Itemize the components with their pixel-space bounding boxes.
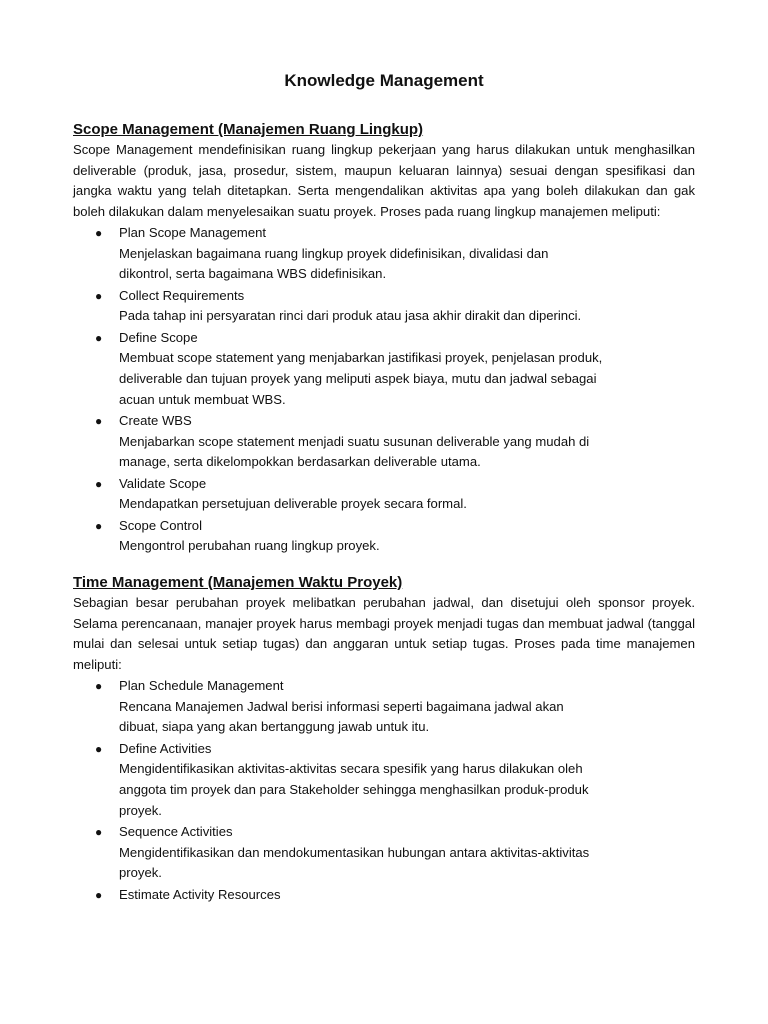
item-description: Mengontrol perubahan ruang lingkup proyek. <box>119 538 380 554</box>
section-intro: Scope Management mendefinisikan ruang lingkup pekerjaan yang harus dilakukan untuk menghasilkan deliverable (produk, jasa, prosedur, sistem, maupun keluaran lainnya) sesuai dengan spesifikasi dan jangka waktu yang telah ditetapkan. Serta mengendalikan aktivitas apa yang boleh dilakukan dan gak boleh dilakukan dalam menyelesaikan suatu proyek. Proses pada ruang lingkup manajemen meliputi: <box>73 142 695 220</box>
bullet-icon: ● <box>95 887 103 902</box>
list-item <box>95 739 695 822</box>
list-item <box>95 822 695 884</box>
list-item <box>95 411 695 473</box>
list-item <box>95 328 695 411</box>
list-item <box>95 885 695 906</box>
item-title: Define Scope <box>119 329 198 345</box>
item-description: Mengidentifikasikan dan mendokumentasikan hubungan antara aktivitas-aktivitas proyek. <box>119 844 590 881</box>
bullet-icon: ● <box>95 225 103 240</box>
item-description: Menjelaskan bagaimana ruang lingkup proyek didefinisikan, divalidasi dan dikontrol, serta bagaimana WBS didefinisikan. <box>119 245 549 282</box>
item-title: Plan Scope Management <box>119 224 267 240</box>
item-title: Estimate Activity Resources <box>119 886 281 902</box>
document-title: Knowledge Management <box>284 71 484 90</box>
bullet-icon: ● <box>95 330 103 345</box>
item-title: Collect Requirements <box>119 287 245 303</box>
item-description: Pada tahap ini persyaratan rinci dari produk atau jasa akhir dirakit dan diperinci. <box>119 308 582 324</box>
item-title: Sequence Activities <box>119 823 233 839</box>
bullet-icon: ● <box>95 678 103 693</box>
bullet-icon: ● <box>95 518 103 533</box>
bullet-icon: ● <box>95 413 103 428</box>
bullet-icon: ● <box>95 741 103 756</box>
item-description: Membuat scope statement yang menjabarkan jastifikasi proyek, penjelasan produk, deliverable dan tujuan proyek yang meliputi aspek biaya, mutu dan jadwal sebagai acuan untuk membuat WBS. <box>119 350 603 407</box>
item-description: Mendapatkan persetujuan deliverable proyek secara formal. <box>119 496 467 512</box>
list-item <box>95 676 695 738</box>
item-description: Mengidentifikasikan aktivitas-aktivitas secara spesifik yang harus dilakukan oleh anggota tim proyek dan para Stakeholder sehingga menghasilkan produk-produk proyek. <box>119 761 589 818</box>
item-title: Scope Control <box>119 517 202 533</box>
section-heading: Scope Management (Manajemen Ruang Lingkup) <box>73 121 424 138</box>
bullet-icon: ● <box>95 476 103 491</box>
item-title: Define Activities <box>119 740 212 756</box>
process-list <box>73 676 695 906</box>
section-intro: Sebagian besar perubahan proyek melibatkan perubahan jadwal, dan disetujui oleh sponsor proyek. Selama perencanaan, manajer proyek harus membagi proyek menjadi tugas dan membuat jadwal (tanggal mulai dan selesai untuk setiap tugas) dan anggaran untuk setiap tugas. Proses pada time manajemen meliputi: <box>73 595 695 673</box>
item-description: Menjabarkan scope statement menjadi suatu susunan deliverable yang mudah di manage, serta dikelompokkan berdasarkan deliverable utama. <box>119 433 590 470</box>
list-item <box>95 223 695 285</box>
item-title: Plan Schedule Management <box>119 677 284 693</box>
item-title: Validate Scope <box>119 475 207 491</box>
bullet-icon: ● <box>95 824 103 839</box>
process-list <box>73 223 695 557</box>
bullet-icon: ● <box>95 288 103 303</box>
section-heading: Time Management (Manajemen Waktu Proyek) <box>73 574 403 592</box>
item-description: Rencana Manajemen Jadwal berisi informasi seperti bagaimana jadwal akan dibuat, siapa yang akan bertanggung jawab untuk itu. <box>119 698 564 735</box>
section-scope-management <box>73 120 695 557</box>
item-title: Create WBS <box>119 412 192 428</box>
list-item <box>95 474 695 515</box>
list-item <box>95 286 695 327</box>
section-time-management <box>73 573 695 905</box>
list-item <box>95 516 695 557</box>
